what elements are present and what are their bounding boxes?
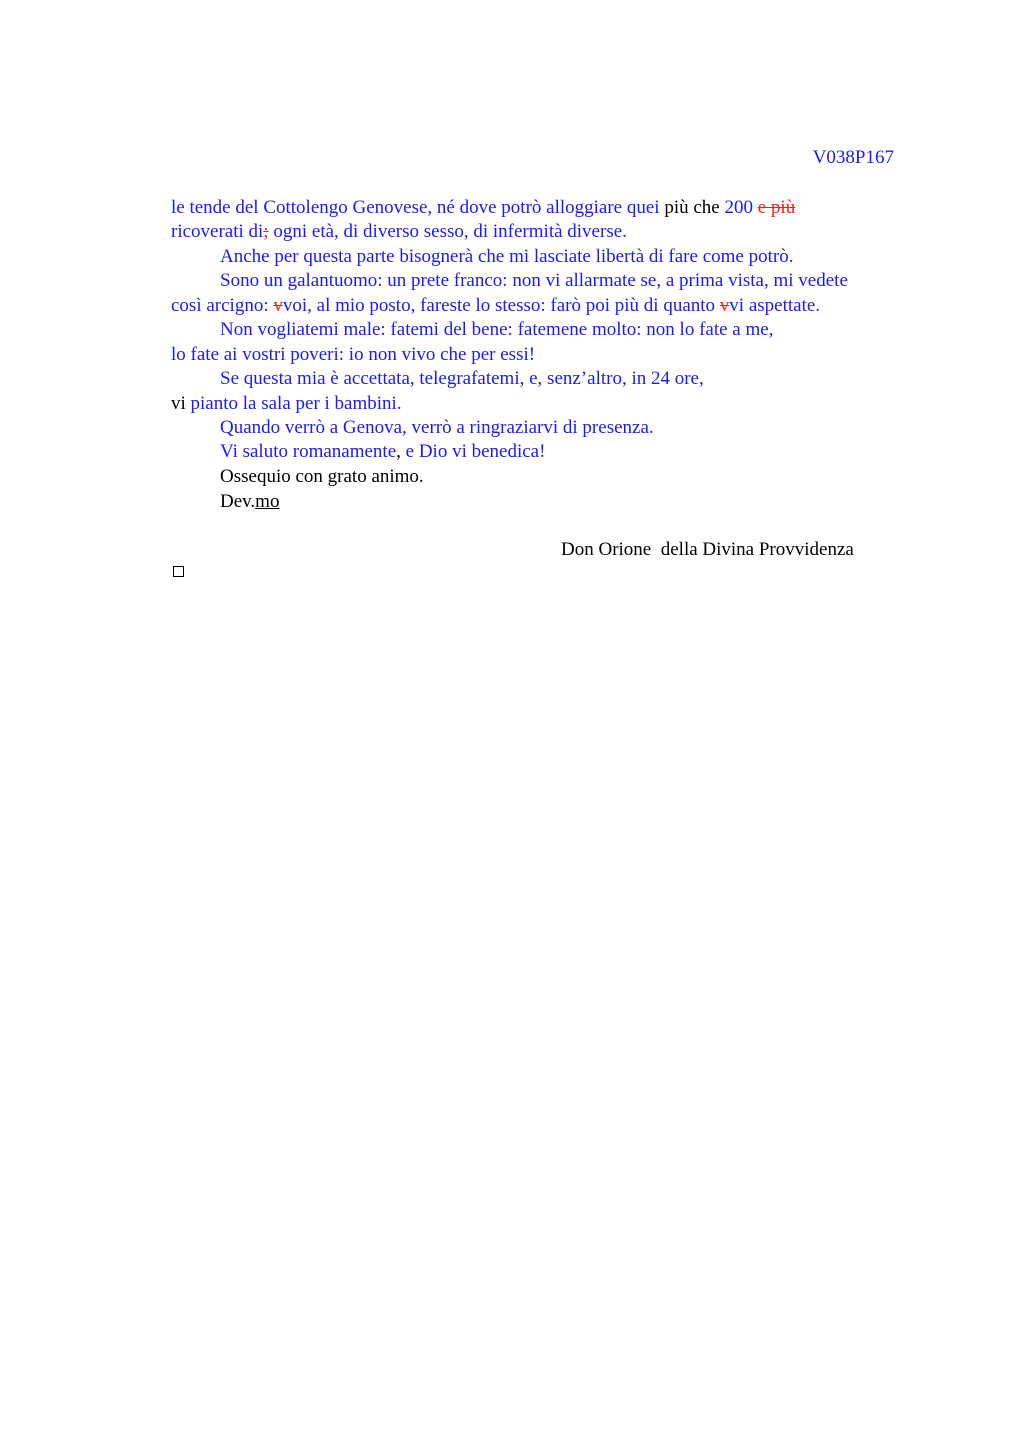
text-segment: , <box>396 441 401 462</box>
text-segment: voi, al mio posto, fareste lo stesso: farò poi più di quanto <box>282 295 720 316</box>
text-segment: pianto la sala per i bambini. <box>185 393 402 414</box>
deleted-text: e più <box>757 197 796 218</box>
text-line-6: Non vogliatemi male: fatemi del bene: fatemene molto: non lo fate a me, <box>220 319 774 340</box>
text-segment: le tende del Cottolengo Genovese, né dove potrò alloggiare quei <box>171 197 665 218</box>
text-segment: così arcigno: <box>171 295 274 316</box>
deleted-text: v <box>719 295 730 316</box>
text-line-8: Se questa mia è accettata, telegrafatemi, e, senz’altro, in 24 ore, <box>220 368 704 389</box>
text-line-7: lo fate ai vostri poveri: io non vivo che per essi! <box>171 344 536 365</box>
text-line-11 <box>220 440 545 464</box>
text-line-5 <box>171 294 820 318</box>
text-segment: ogni età, di diverso sesso, di infermità diverse. <box>268 221 627 242</box>
deleted-text: ; <box>263 221 269 242</box>
text-segment: vi aspettate. <box>729 295 821 316</box>
text-segment: più che <box>664 197 725 218</box>
text-segment: vi <box>171 393 186 414</box>
text-segment: Dev. <box>220 491 256 512</box>
text-line-3: Anche per questa parte bisognerà che mi lasciate libertà di fare come potrò. <box>220 246 794 267</box>
text-segment: e Dio vi benedica! <box>400 441 546 462</box>
checkbox-icon <box>173 566 184 577</box>
signature: Don Orione della Divina Provvidenza <box>561 539 854 560</box>
text-line-10: Quando verrò a Genova, verrò a ringraziarvi di presenza. <box>220 417 654 438</box>
text-segment: Vi saluto romanamente <box>220 441 397 462</box>
text-line-1 <box>171 196 795 220</box>
text-line-12: Ossequio con grato animo. <box>220 466 424 487</box>
text-line-13 <box>220 490 279 514</box>
text-segment: ricoverati di <box>171 221 264 242</box>
text-segment: 200 <box>724 197 758 218</box>
text-line-2 <box>171 220 627 244</box>
text-line-4: Sono un galantuomo: un prete franco: non vi allarmate se, a prima vista, mi vedete <box>220 270 848 291</box>
underlined-text: mo <box>255 491 280 512</box>
page-identifier: V038P167 <box>812 147 894 168</box>
text-line-9 <box>171 392 402 416</box>
deleted-text: v <box>273 295 283 316</box>
